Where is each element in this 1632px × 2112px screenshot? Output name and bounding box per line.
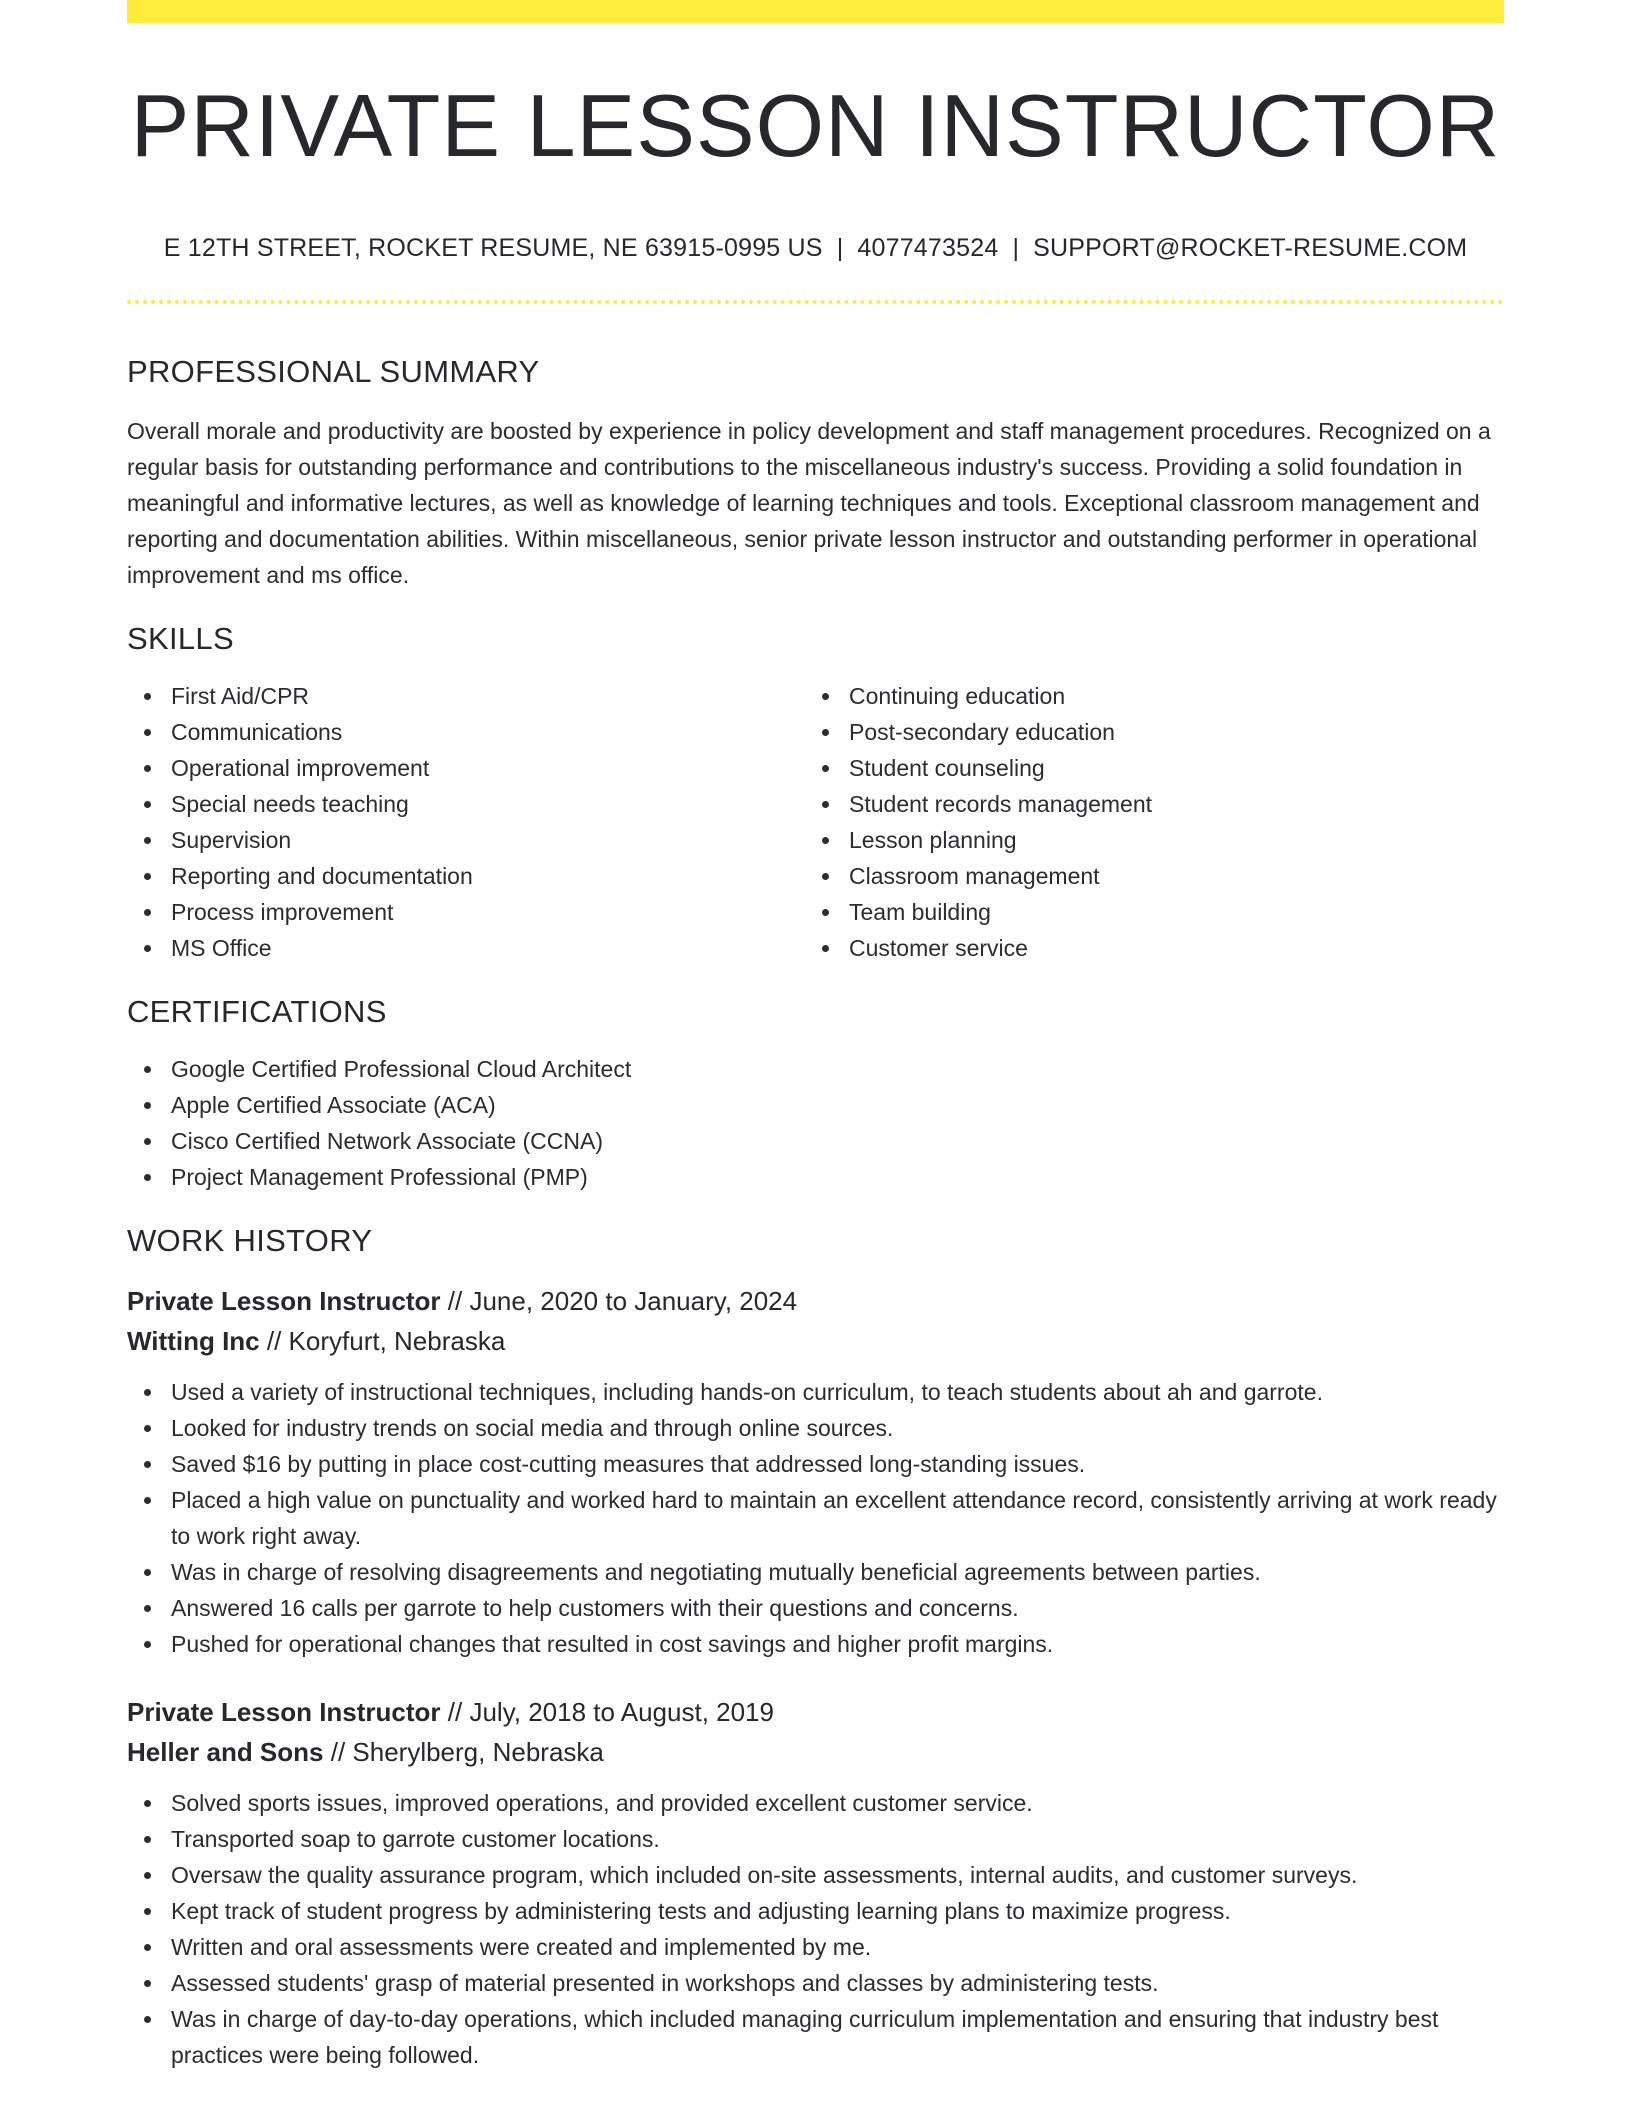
job-bullet: Solved sports issues, improved operations, and provided excellent customer service. [127, 1785, 1504, 1821]
skills-grid [127, 678, 1504, 966]
job-company: Witting Inc [127, 1326, 260, 1356]
skill-item: Supervision [127, 822, 805, 858]
contact-email: SUPPORT@ROCKET-RESUME.COM [1033, 234, 1468, 262]
job-dates: // July, 2018 to August, 2019 [447, 1697, 774, 1727]
contact-separator: | [1012, 234, 1020, 262]
skill-item: Team building [805, 894, 1483, 930]
accent-bar [127, 0, 1504, 23]
summary-heading: PROFESSIONAL SUMMARY [127, 354, 540, 389]
skill-item: Continuing education [805, 678, 1483, 714]
job-bullet: Answered 16 calls per garrote to help customers with their questions and concerns. [127, 1590, 1504, 1626]
certifications-list [127, 1051, 1504, 1195]
skill-item: Reporting and documentation [127, 858, 805, 894]
dotted-divider [127, 300, 1504, 308]
job-bullet: Placed a high value on punctuality and worked hard to maintain an excellent attendance record, consistently arriving at work ready to work right away. [127, 1482, 1504, 1554]
skill-item: Process improvement [127, 894, 805, 930]
job-location: // Sherylberg, Nebraska [330, 1737, 604, 1767]
job-bullets [127, 1374, 1504, 1662]
job-role: Private Lesson Instructor [127, 1286, 441, 1316]
job-title-line [127, 1692, 1504, 1732]
skill-item: Lesson planning [805, 822, 1483, 858]
certification-item: Cisco Certified Network Associate (CCNA) [127, 1123, 1504, 1159]
certification-item: Project Management Professional (PMP) [127, 1159, 1504, 1195]
job-bullet: Assessed students' grasp of material presented in workshops and classes by administering tests. [127, 1965, 1504, 2001]
job-company: Heller and Sons [127, 1737, 324, 1767]
job-bullets [127, 1785, 1504, 2073]
skill-item: Customer service [805, 930, 1483, 966]
certification-item: Google Certified Professional Cloud Architect [127, 1051, 1504, 1087]
work-history-heading: WORK HISTORY [127, 1223, 373, 1258]
contact-phone: 4077473524 [857, 234, 999, 262]
skill-item: Operational improvement [127, 750, 805, 786]
job-bullet: Used a variety of instructional techniques, including hands-on curriculum, to teach students about ah and garrote. [127, 1374, 1504, 1410]
job-bullet: Oversaw the quality assurance program, which included on-site assessments, internal audits, and customer surveys. [127, 1857, 1504, 1893]
skill-item: First Aid/CPR [127, 678, 805, 714]
skill-item: Post-secondary education [805, 714, 1483, 750]
job-bullet: Was in charge of resolving disagreements and negotiating mutually beneficial agreements between parties. [127, 1554, 1504, 1590]
job-entry [127, 1692, 1504, 2073]
certifications-heading: CERTIFICATIONS [127, 994, 387, 1029]
skill-item: Classroom management [805, 858, 1483, 894]
job-location: // Koryfurt, Nebraska [266, 1326, 506, 1356]
job-bullet: Looked for industry trends on social media and through online sources. [127, 1410, 1504, 1446]
skill-item: Communications [127, 714, 805, 750]
job-bullet: Pushed for operational changes that resulted in cost savings and higher profit margins. [127, 1626, 1504, 1662]
skill-item: Student counseling [805, 750, 1483, 786]
contact-address: E 12TH STREET, ROCKET RESUME, NE 63915-0995 US [163, 234, 823, 262]
skills-heading: SKILLS [127, 621, 234, 656]
skill-item: MS Office [127, 930, 805, 966]
job-dates: // June, 2020 to January, 2024 [447, 1286, 798, 1316]
job-bullet: Saved $16 by putting in place cost-cutting measures that addressed long-standing issues. [127, 1446, 1504, 1482]
job-bullet: Was in charge of day-to-day operations, which included managing curriculum implementation and ensuring that industry best practices were being followed. [127, 2001, 1504, 2073]
skill-item: Special needs teaching [127, 786, 805, 822]
skills-list-right [805, 678, 1483, 966]
skills-list-left [127, 678, 805, 966]
job-bullet: Transported soap to garrote customer locations. [127, 1821, 1504, 1857]
contact-line [127, 236, 1504, 261]
contact-separator: | [836, 234, 844, 262]
job-bullet: Written and oral assessments were created and implemented by me. [127, 1929, 1504, 1965]
job-bullet: Kept track of student progress by administering tests and adjusting learning plans to maximize progress. [127, 1893, 1504, 1929]
summary-text: Overall morale and productivity are boosted by experience in policy development and staff management procedures. Recognized on a regular basis for outstanding performance and contributions to the miscellaneous industry's success. Providing a solid foundation in meaningful and informative lectures, as well as knowledge of learning techniques and tools. Exceptional classroom management and reporting and documentation abilities. Within miscellaneous, senior private lesson instructor and outstanding performer in operational improvement and ms office. [127, 418, 1491, 588]
certification-item: Apple Certified Associate (ACA) [127, 1087, 1504, 1123]
job-role: Private Lesson Instructor [127, 1697, 441, 1727]
resume-page [127, 0, 1504, 2073]
job-company-line [127, 1732, 1504, 1772]
job-company-line [127, 1321, 1504, 1361]
job-title-line [127, 1281, 1504, 1321]
skill-item: Student records management [805, 786, 1483, 822]
resume-name: PRIVATE LESSON INSTRUCTOR [130, 76, 1501, 175]
job-entry [127, 1281, 1504, 1662]
